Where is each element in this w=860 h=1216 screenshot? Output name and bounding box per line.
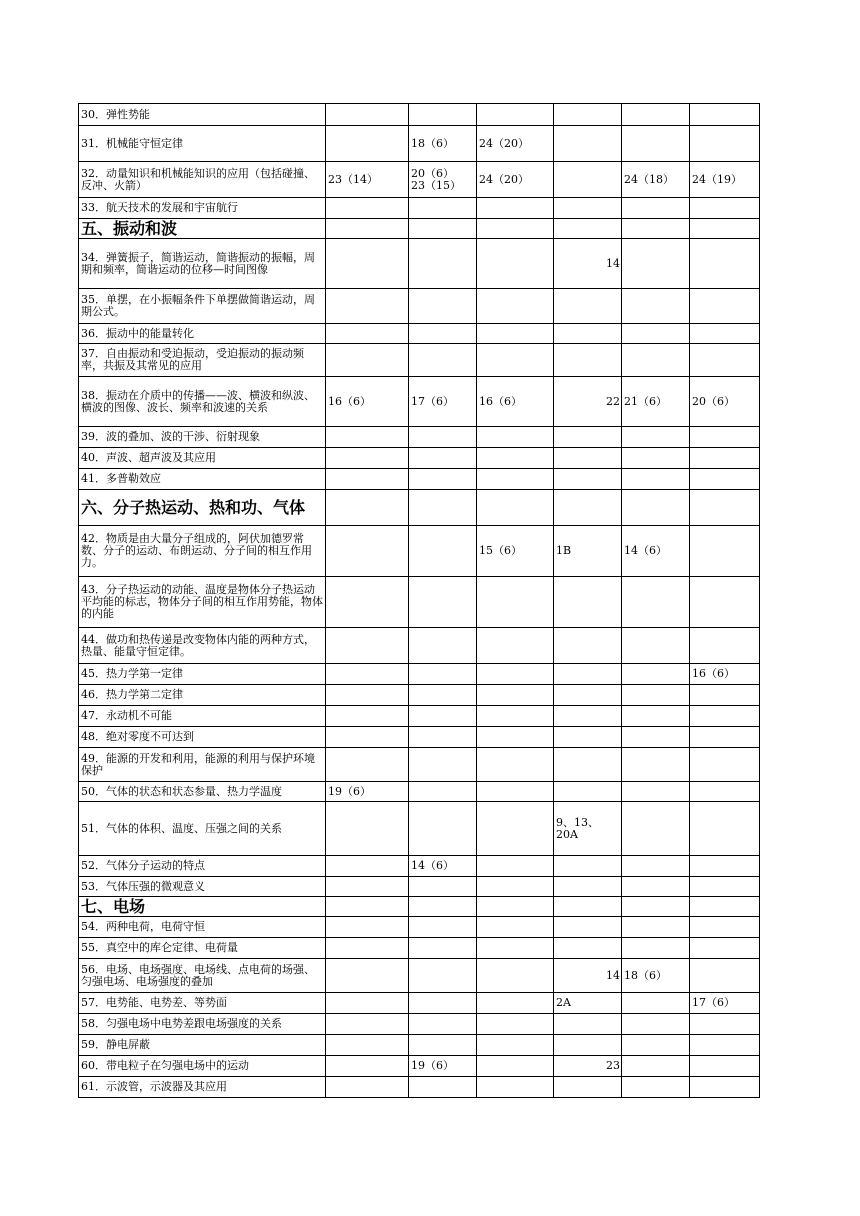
table-cell xyxy=(622,748,690,782)
topic-label: 51．气体的体积、温度、压强之间的关系 xyxy=(79,802,326,856)
table-cell xyxy=(409,917,477,938)
table-cell xyxy=(326,802,409,856)
table-cell xyxy=(554,856,622,877)
table-row xyxy=(79,727,760,748)
table-cell xyxy=(622,104,690,126)
topic-label: 39．波的叠加、波的干涉、衍射现象 xyxy=(79,427,326,448)
table-cell xyxy=(326,993,409,1014)
topic-label: 54．两种电荷，电荷守恒 xyxy=(79,917,326,938)
table-cell xyxy=(690,1035,760,1056)
table-cell xyxy=(326,685,409,706)
table-cell xyxy=(409,938,477,959)
table-cell xyxy=(690,782,760,802)
table-cell xyxy=(622,664,690,685)
topic-label: 30．弹性势能 xyxy=(79,104,326,126)
table-cell xyxy=(690,219,760,239)
topic-label: 55．真空中的库仑定律、电荷量 xyxy=(79,938,326,959)
table-cell xyxy=(554,782,622,802)
table-row xyxy=(79,469,760,490)
table-cell xyxy=(622,802,690,856)
table-cell xyxy=(326,526,409,577)
table-row xyxy=(79,198,760,219)
table-cell xyxy=(477,198,554,219)
table-row xyxy=(79,377,760,427)
table-cell xyxy=(326,427,409,448)
table-cell xyxy=(622,324,690,344)
table-cell xyxy=(690,727,760,748)
topic-label: 44．做功和热传递是改变物体内能的两种方式，热量、能量守恒定律。 xyxy=(79,628,326,664)
table-row xyxy=(79,877,760,897)
table-cell xyxy=(326,577,409,628)
table-cell xyxy=(477,782,554,802)
table-row xyxy=(79,162,760,198)
table-cell xyxy=(409,469,477,490)
table-cell: 22 xyxy=(554,377,622,427)
table-cell xyxy=(326,126,409,162)
table-cell xyxy=(477,1077,554,1098)
topic-label: 33．航天技术的发展和宇宙航行 xyxy=(79,198,326,219)
table-cell: 19（6） xyxy=(326,782,409,802)
table-row xyxy=(79,104,760,126)
table-row xyxy=(79,526,760,577)
table-cell xyxy=(622,917,690,938)
topic-label: 37．自由振动和受迫振动，受迫振动的振动频率，共振及其常见的应用 xyxy=(79,344,326,377)
table-row xyxy=(79,802,760,856)
table-cell xyxy=(622,126,690,162)
table-cell xyxy=(326,664,409,685)
table-row xyxy=(79,427,760,448)
table-cell xyxy=(477,577,554,628)
table-cell xyxy=(326,324,409,344)
table-cell xyxy=(690,324,760,344)
table-cell xyxy=(554,897,622,917)
table-row xyxy=(79,993,760,1014)
table-cell: 20（6） xyxy=(690,377,760,427)
table-cell xyxy=(554,198,622,219)
table-cell: 14（6） xyxy=(409,856,477,877)
table-cell xyxy=(690,577,760,628)
topic-label: 57．电势能、电势差、等势面 xyxy=(79,993,326,1014)
table-cell xyxy=(409,344,477,377)
table-cell xyxy=(409,664,477,685)
table-cell xyxy=(554,706,622,727)
table-cell: 14 xyxy=(554,959,622,993)
table-cell xyxy=(326,748,409,782)
table-cell xyxy=(554,104,622,126)
table-cell xyxy=(622,897,690,917)
table-cell xyxy=(622,1035,690,1056)
table-cell xyxy=(554,628,622,664)
table-cell xyxy=(622,427,690,448)
table-cell xyxy=(690,1014,760,1035)
table-cell xyxy=(554,448,622,469)
table-cell xyxy=(326,1056,409,1077)
table-cell xyxy=(554,685,622,706)
table-cell xyxy=(477,664,554,685)
table-cell xyxy=(326,1014,409,1035)
table-cell xyxy=(409,427,477,448)
table-cell xyxy=(622,685,690,706)
table-cell: 9、13、 20A xyxy=(554,802,622,856)
table-cell xyxy=(554,917,622,938)
table-cell xyxy=(690,1077,760,1098)
table-cell: 24（20） xyxy=(477,126,554,162)
topic-label: 58．匀强电场中电势差跟电场强度的关系 xyxy=(79,1014,326,1035)
table-cell xyxy=(554,877,622,897)
table-cell xyxy=(477,802,554,856)
table-cell xyxy=(554,1077,622,1098)
table-cell xyxy=(690,685,760,706)
topic-label: 38．振动在介质中的传播——波、横波和纵波、横波的图像、波长、频率和波速的关系 xyxy=(79,377,326,427)
table-cell xyxy=(622,469,690,490)
table-row xyxy=(79,1014,760,1035)
table-row xyxy=(79,959,760,993)
table-cell xyxy=(690,628,760,664)
table-cell xyxy=(554,664,622,685)
table-cell xyxy=(690,469,760,490)
table-cell xyxy=(477,1056,554,1077)
table-row xyxy=(79,782,760,802)
table-cell: 23 xyxy=(554,1056,622,1077)
table-cell xyxy=(690,427,760,448)
table-cell xyxy=(409,239,477,289)
table-cell xyxy=(409,1077,477,1098)
table-cell xyxy=(409,628,477,664)
table-cell xyxy=(477,344,554,377)
table-cell xyxy=(477,490,554,526)
table-body xyxy=(79,104,760,1098)
table-cell xyxy=(409,1014,477,1035)
table-cell xyxy=(622,239,690,289)
table-cell xyxy=(690,198,760,219)
table-cell xyxy=(690,344,760,377)
table-cell xyxy=(477,469,554,490)
table-row xyxy=(79,748,760,782)
table-cell xyxy=(477,104,554,126)
table-cell xyxy=(477,289,554,324)
table-cell xyxy=(690,938,760,959)
table-cell xyxy=(690,748,760,782)
table-row xyxy=(79,577,760,628)
table-row xyxy=(79,448,760,469)
table-row xyxy=(79,628,760,664)
table-cell: 21（6） xyxy=(622,377,690,427)
table-cell: 14 xyxy=(554,239,622,289)
table-cell xyxy=(326,856,409,877)
table-cell xyxy=(690,526,760,577)
table-cell xyxy=(554,727,622,748)
table-cell xyxy=(326,344,409,377)
table-cell xyxy=(477,219,554,239)
table-cell xyxy=(554,577,622,628)
table-cell xyxy=(477,1035,554,1056)
topic-label: 61．示波管，示波器及其应用 xyxy=(79,1077,326,1098)
table-cell: 1B xyxy=(554,526,622,577)
table-cell xyxy=(622,706,690,727)
section-heading: 五、振动和波 xyxy=(79,219,326,239)
table-cell xyxy=(326,917,409,938)
table-cell xyxy=(554,1014,622,1035)
table-row xyxy=(79,856,760,877)
table-cell xyxy=(409,219,477,239)
table-cell xyxy=(326,104,409,126)
table-cell xyxy=(326,938,409,959)
table-cell xyxy=(477,239,554,289)
table-cell xyxy=(409,324,477,344)
table-row xyxy=(79,289,760,324)
table-cell xyxy=(477,938,554,959)
table-cell: 18（6） xyxy=(622,959,690,993)
topic-label: 48．绝对零度不可达到 xyxy=(79,727,326,748)
topic-label: 50．气体的状态和状态参量、热力学温度 xyxy=(79,782,326,802)
table-cell xyxy=(477,748,554,782)
table-cell xyxy=(690,706,760,727)
table-cell xyxy=(477,1014,554,1035)
table-cell xyxy=(326,727,409,748)
table-cell xyxy=(622,1077,690,1098)
table-cell xyxy=(690,239,760,289)
topic-label: 46．热力学第二定律 xyxy=(79,685,326,706)
table-cell xyxy=(326,239,409,289)
table-cell: 24（20） xyxy=(477,162,554,198)
topic-label: 41．多普勒效应 xyxy=(79,469,326,490)
table-cell xyxy=(554,1035,622,1056)
table-cell xyxy=(554,469,622,490)
table-row xyxy=(79,344,760,377)
table-row xyxy=(79,324,760,344)
table-row xyxy=(79,685,760,706)
table-cell xyxy=(690,490,760,526)
table-cell xyxy=(326,490,409,526)
table-cell: 24（18） xyxy=(622,162,690,198)
topic-label: 35．单摆，在小振幅条件下单摆做简谐运动，周期公式。 xyxy=(79,289,326,324)
table-cell xyxy=(554,219,622,239)
table-cell: 15（6） xyxy=(477,526,554,577)
table-cell: 18（6） xyxy=(409,126,477,162)
table-cell xyxy=(622,448,690,469)
table-cell xyxy=(554,490,622,526)
table-cell xyxy=(622,877,690,897)
table-row xyxy=(79,938,760,959)
topic-label: 60．带电粒子在匀强电场中的运动 xyxy=(79,1056,326,1077)
table-cell xyxy=(326,1035,409,1056)
table-cell xyxy=(554,162,622,198)
table-cell xyxy=(554,324,622,344)
table-row xyxy=(79,706,760,727)
table-cell: 20（6） 23（15） xyxy=(409,162,477,198)
topic-label: 59．静电屏蔽 xyxy=(79,1035,326,1056)
table-cell xyxy=(477,877,554,897)
section-heading: 七、电场 xyxy=(79,897,326,917)
table-cell xyxy=(409,526,477,577)
table-cell: 2A xyxy=(554,993,622,1014)
table-cell xyxy=(326,877,409,897)
table-cell: 16（6） xyxy=(326,377,409,427)
table-cell xyxy=(409,1035,477,1056)
table-cell xyxy=(622,628,690,664)
table-cell xyxy=(622,1014,690,1035)
table-cell xyxy=(622,1056,690,1077)
table-cell xyxy=(409,104,477,126)
table-row xyxy=(79,1077,760,1098)
topic-label: 45．热力学第一定律 xyxy=(79,664,326,685)
table-cell xyxy=(622,727,690,748)
table-cell xyxy=(326,289,409,324)
table-row xyxy=(79,239,760,289)
table-cell xyxy=(477,897,554,917)
table-cell xyxy=(554,126,622,162)
table-cell xyxy=(554,938,622,959)
table-cell xyxy=(326,959,409,993)
topic-label: 53．气体压强的微观意义 xyxy=(79,877,326,897)
table-cell xyxy=(622,856,690,877)
section-row xyxy=(79,219,760,239)
table-cell xyxy=(326,448,409,469)
table-cell xyxy=(690,856,760,877)
topic-label: 47．永动机不可能 xyxy=(79,706,326,727)
table-cell: 19（6） xyxy=(409,1056,477,1077)
table-cell xyxy=(409,289,477,324)
table-cell xyxy=(477,324,554,344)
table-cell xyxy=(409,706,477,727)
table-cell xyxy=(326,469,409,490)
table-cell: 16（6） xyxy=(477,377,554,427)
table-cell xyxy=(477,993,554,1014)
table-cell xyxy=(622,219,690,239)
table-cell: 24（19） xyxy=(690,162,760,198)
table-row xyxy=(79,126,760,162)
table-cell xyxy=(409,802,477,856)
table-cell xyxy=(690,104,760,126)
table-cell xyxy=(622,782,690,802)
table-cell xyxy=(622,490,690,526)
table-cell xyxy=(409,577,477,628)
table-cell: 17（6） xyxy=(409,377,477,427)
table-cell xyxy=(622,993,690,1014)
table-cell xyxy=(622,198,690,219)
topic-label: 43．分子热运动的动能、温度是物体分子热运动平均能的标志，物体分子间的相互作用势能，物体的内能 xyxy=(79,577,326,628)
table-cell xyxy=(554,344,622,377)
table-cell xyxy=(554,427,622,448)
topic-label: 52．气体分子运动的特点 xyxy=(79,856,326,877)
table-row xyxy=(79,917,760,938)
table-cell xyxy=(690,917,760,938)
table-cell xyxy=(409,685,477,706)
section-heading: 六、分子热运动、热和功、气体 xyxy=(79,490,326,526)
table-cell xyxy=(326,198,409,219)
exam-topic-table xyxy=(78,103,760,1098)
table-cell xyxy=(326,897,409,917)
table-cell xyxy=(477,706,554,727)
table-cell xyxy=(622,938,690,959)
table-row xyxy=(79,1035,760,1056)
table-cell xyxy=(326,219,409,239)
table-cell xyxy=(409,198,477,219)
table-cell xyxy=(690,1056,760,1077)
table-cell: 14（6） xyxy=(622,526,690,577)
topic-label: 31．机械能守恒定律 xyxy=(79,126,326,162)
table-cell xyxy=(622,344,690,377)
table-cell xyxy=(690,877,760,897)
table-cell xyxy=(326,1077,409,1098)
table-cell xyxy=(409,490,477,526)
topic-label: 34．弹簧振子，简谐运动，简谐振动的振幅，周期和频率，简谐运动的位移—时间图像 xyxy=(79,239,326,289)
table-cell xyxy=(409,897,477,917)
table-cell xyxy=(690,126,760,162)
table-cell xyxy=(477,685,554,706)
table-cell xyxy=(690,897,760,917)
table-cell xyxy=(477,727,554,748)
table-cell xyxy=(409,993,477,1014)
table-cell xyxy=(477,917,554,938)
table-row xyxy=(79,664,760,685)
topic-label: 32．动量知识和机械能知识的应用（包括碰撞、反冲、火箭） xyxy=(79,162,326,198)
table-cell xyxy=(477,427,554,448)
table-cell: 17（6） xyxy=(690,993,760,1014)
topic-label: 40．声波、超声波及其应用 xyxy=(79,448,326,469)
table-cell xyxy=(690,802,760,856)
topic-label: 42．物质是由大量分子组成的，阿伏加德罗常数、分子的运动、布朗运动、分子间的相互作用力。 xyxy=(79,526,326,577)
table-cell xyxy=(477,856,554,877)
topic-label: 56．电场、电场强度、电场线、点电荷的场强、匀强电场、电场强度的叠加 xyxy=(79,959,326,993)
section-row xyxy=(79,490,760,526)
table-cell xyxy=(326,706,409,727)
table-cell xyxy=(554,289,622,324)
table-cell: 23（14） xyxy=(326,162,409,198)
table-cell xyxy=(690,289,760,324)
table-cell xyxy=(409,748,477,782)
table-cell xyxy=(409,448,477,469)
table-cell xyxy=(409,877,477,897)
table-cell xyxy=(326,628,409,664)
table-cell xyxy=(690,959,760,993)
table-cell xyxy=(477,628,554,664)
table-cell xyxy=(554,748,622,782)
table-cell xyxy=(409,959,477,993)
table-cell xyxy=(622,289,690,324)
table-cell xyxy=(477,959,554,993)
table-cell xyxy=(690,448,760,469)
topic-label: 49．能源的开发和利用，能源的利用与保护环境保护 xyxy=(79,748,326,782)
topic-label: 36．振动中的能量转化 xyxy=(79,324,326,344)
table-cell xyxy=(409,727,477,748)
table-cell xyxy=(409,782,477,802)
table-cell xyxy=(477,448,554,469)
table-row xyxy=(79,1056,760,1077)
table-cell: 16（6） xyxy=(690,664,760,685)
section-row xyxy=(79,897,760,917)
table-cell xyxy=(622,577,690,628)
